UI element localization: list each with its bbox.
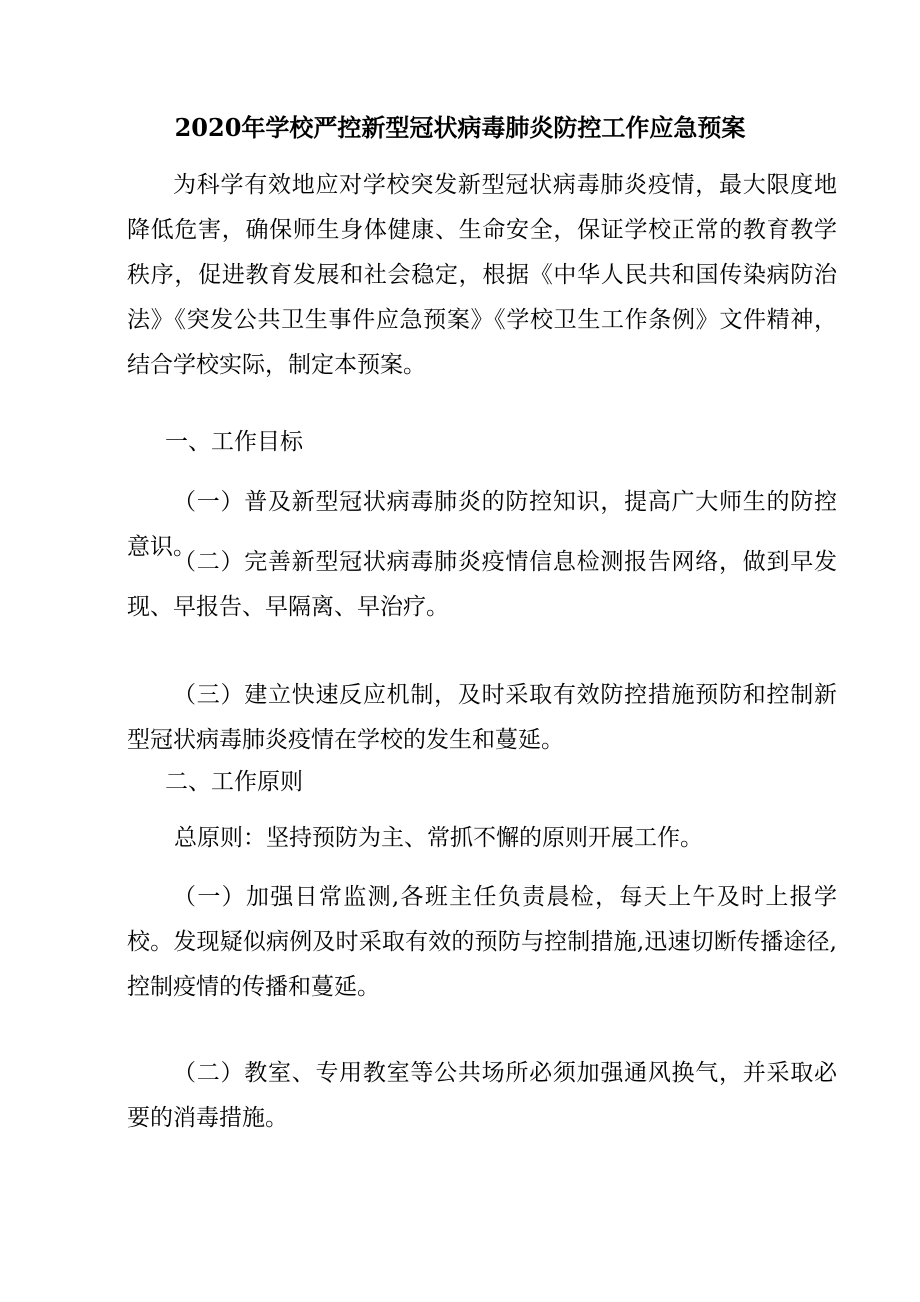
section-heading-goals: 一、工作目标 xyxy=(165,429,303,455)
section-heading-principles: 二、工作原则 xyxy=(165,769,303,795)
goal-item-3: （三）建立快速反应机制，及时采取有效防控措施预防和控制新型冠状病毒肺炎疫情在学校的发生和蔓延。 xyxy=(127,682,837,753)
overall-principle: 总原则：坚持预防为主、常抓不懈的原则开展工作。 xyxy=(174,825,703,851)
goal-item-2: （二）完善新型冠状病毒肺炎疫情信息检测报告网络，做到早发现、早报告、早隔离、早治疗。 xyxy=(127,549,837,620)
principle-item-2: （二）教室、专用教室等公共场所必须加强通风换气，并采取必要的消毒措施。 xyxy=(127,1060,837,1131)
principle-item-1: （一）加强日常监测,各班主任负责晨检，每天上午及时上报学校。发现疑似病例及时采取有效的预防与控制措施,迅速切断传播途径,控制疫情的传播和蔓延。 xyxy=(127,884,837,1000)
document-title: 2020年学校严控新型冠状病毒肺炎防控工作应急预案 xyxy=(174,113,746,142)
intro-paragraph: 为科学有效地应对学校突发新型冠状病毒肺炎疫情，最大限度地降低危害，确保师生身体健康、生命安全，保证学校正常的教育教学秩序，促进教育发展和社会稳定，根据《中华人民共和国传染病防治法》《突发公共卫生事件应急预案》《学校卫生工作条例》文件精神，结合学校实际，制定本预案。 xyxy=(127,172,837,378)
goal-item-1: （一）普及新型冠状病毒肺炎的防控知识，提高广大师生的防控意识。 xyxy=(127,489,837,560)
